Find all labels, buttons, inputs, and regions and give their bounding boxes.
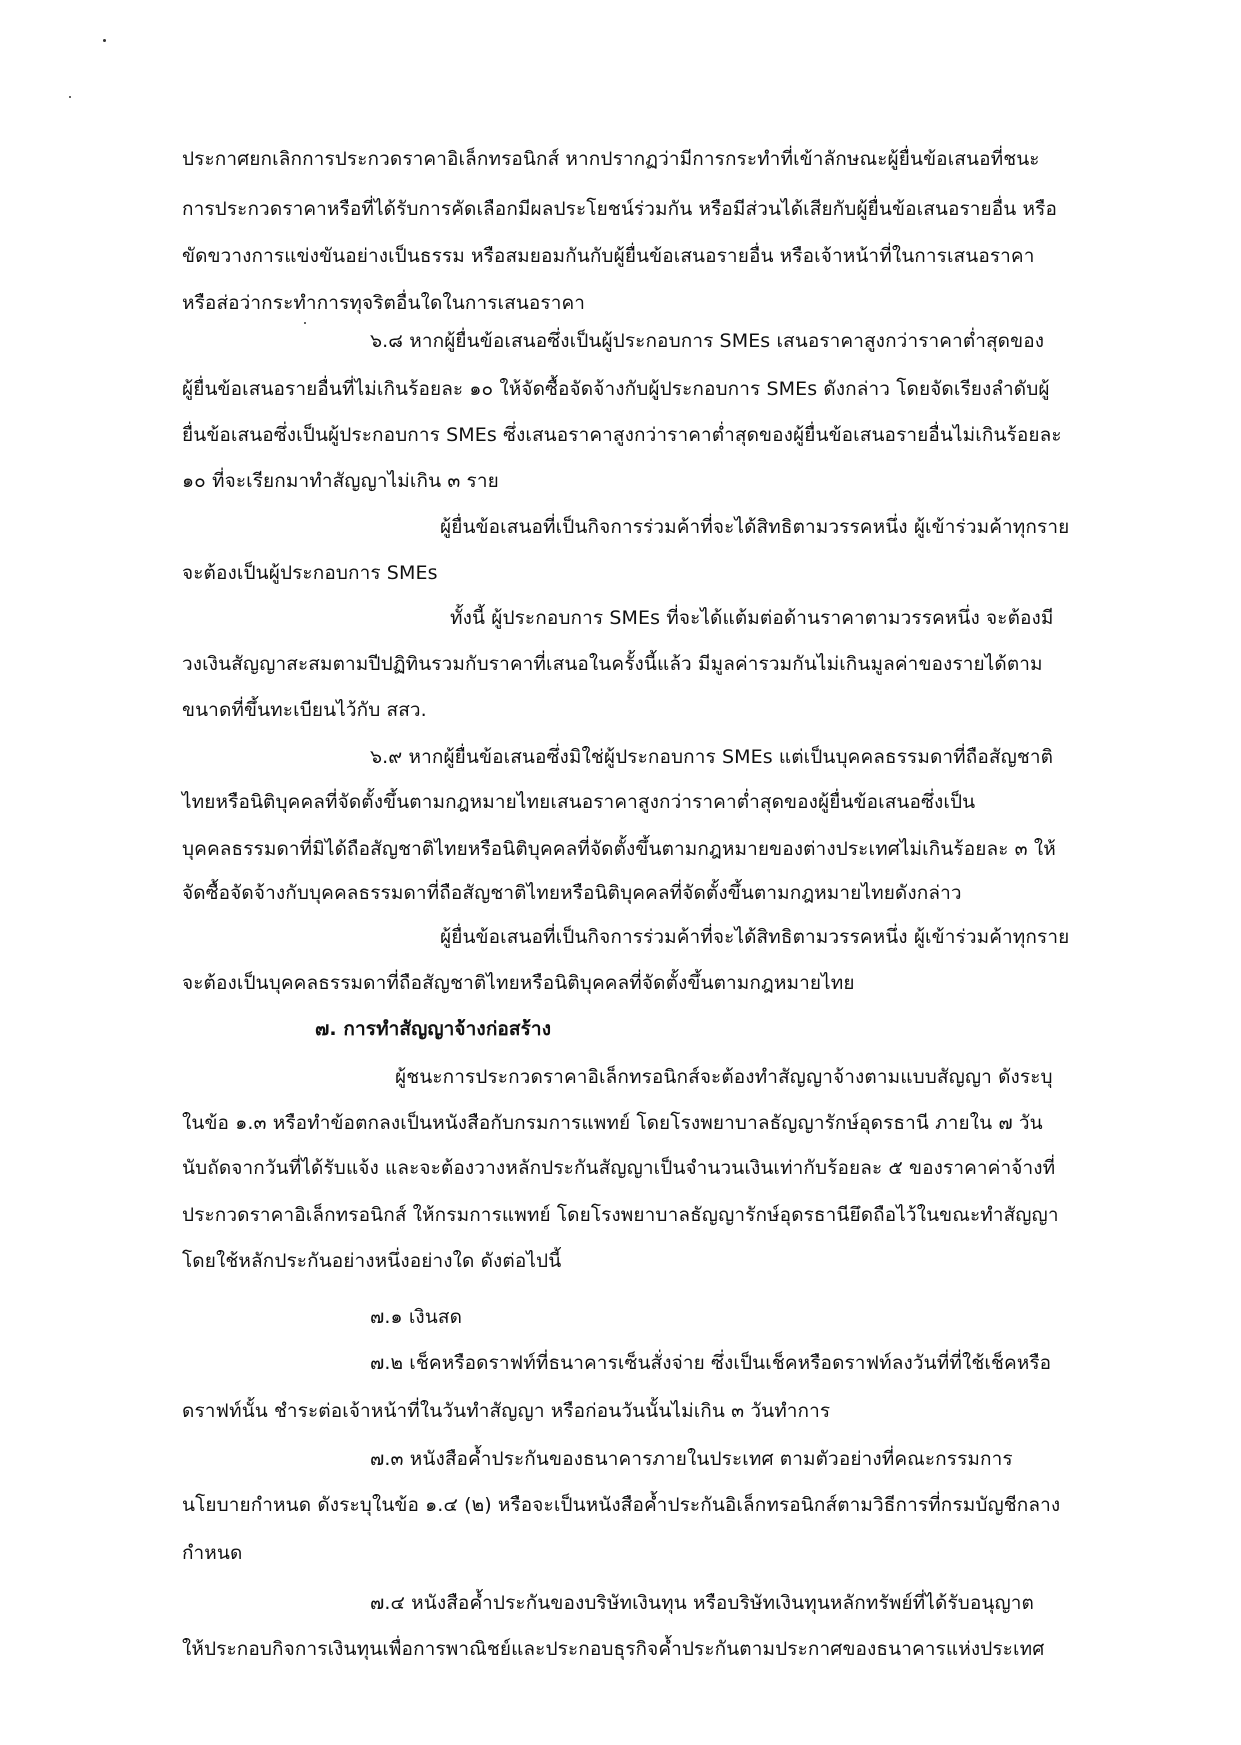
paragraph-line: วงเงินสัญญาสะสมตามปีปฏิทินรวมกับราคาที่เสนอในครั้งนี้แล้ว มีมูลค่ารวมกันไม่เกินมูลค่าของรายได้ตาม	[182, 653, 1043, 675]
paragraph-line: ยื่นข้อเสนอซึ่งเป็นผู้ประกอบการ SMEs ซึ่งเสนอราคาสูงกว่าราคาต่ำสุดของผู้ยื่นข้อเสนอรายอื่นไม่เกินร้อยละ	[182, 424, 1062, 446]
clause-heading: ๗.๑ เงินสด	[370, 1306, 463, 1328]
scan-speck	[69, 96, 71, 98]
clause-heading: ๗.๓ หนังสือค้ำประกันของธนาคารภายในประเทศ ตามตัวอย่างที่คณะกรรมการ	[370, 1448, 1013, 1470]
paragraph-line: ดราฟท์นั้น ชำระต่อเจ้าหน้าที่ในวันทำสัญญา หรือก่อนวันนั้นไม่เกิน ๓ วันทำการ	[182, 1400, 831, 1422]
paragraph-line: ในข้อ ๑.๓ หรือทำข้อตกลงเป็นหนังสือกับกรมการแพทย์ โดยโรงพยาบาลธัญญารักษ์อุดรธานี ภายใน ๗ วัน	[182, 1112, 1043, 1134]
paragraph-line: ขัดขวางการแข่งขันอย่างเป็นธรรม หรือสมยอมกันกับผู้ยื่นข้อเสนอรายอื่น หรือเจ้าหน้าที่ในการเสนอราคา	[182, 245, 1035, 267]
paragraph-line: บุคคลธรรมดาที่มิได้ถือสัญชาติไทยหรือนิติบุคคลที่จัดตั้งขึ้นตามกฎหมายของต่างประเทศไม่เกินร้อยละ ๓ ให้	[182, 838, 1056, 860]
paragraph-line: ผู้ชนะการประกวดราคาอิเล็กทรอนิกส์จะต้องทำสัญญาจ้างตามแบบสัญญา ดังระบุ	[395, 1066, 1053, 1088]
paragraph-line: จัดซื้อจัดจ้างกับบุคคลธรรมดาที่ถือสัญชาติไทยหรือนิติบุคคลที่จัดตั้งขึ้นตามกฎหมายไทยดังกล่าว	[182, 882, 962, 904]
paragraph-line: ให้ประกอบกิจการเงินทุนเพื่อการพาณิชย์และประกอบธุรกิจค้ำประกันตามประกาศของธนาคารแห่งประเทศ	[182, 1638, 1045, 1660]
paragraph-line: หรือส่อว่ากระทำการทุจริตอื่นใดในการเสนอราคา	[182, 292, 586, 314]
paragraph-line: ๑๐ ที่จะเรียกมาทำสัญญาไม่เกิน ๓ ราย	[182, 470, 499, 492]
paragraph-line: โดยใช้หลักประกันอย่างหนึ่งอย่างใด ดังต่อไปนี้	[182, 1250, 562, 1272]
clause-heading: ๖.๘ หากผู้ยื่นข้อเสนอซึ่งเป็นผู้ประกอบการ SMEs เสนอราคาสูงกว่าราคาต่ำสุดของ	[370, 330, 1045, 352]
section-heading: ๗. การทำสัญญาจ้างก่อสร้าง	[315, 1018, 552, 1040]
paragraph-line: ประกวดราคาอิเล็กทรอนิกส์ ให้กรมการแพทย์ โดยโรงพยาบาลธัญญารักษ์อุดรธานียึดถือไว้ในขณะทำสัญญา	[182, 1204, 1059, 1226]
paragraph-line: จะต้องเป็นบุคคลธรรมดาที่ถือสัญชาติไทยหรือนิติบุคคลที่จัดตั้งขึ้นตามกฎหมายไทย	[182, 972, 855, 994]
clause-heading: ๖.๙ หากผู้ยื่นข้อเสนอซึ่งมิใช่ผู้ประกอบการ SMEs แต่เป็นบุคคลธรรมดาที่ถือสัญชาติ	[370, 746, 1054, 768]
paragraph-line: ไทยหรือนิติบุคคลที่จัดตั้งขึ้นตามกฎหมายไทยเสนอราคาสูงกว่าราคาต่ำสุดของผู้ยื่นข้อเสนอซึ่งเป็น	[182, 791, 976, 813]
paragraph-line: นโยบายกำหนด ดังระบุในข้อ ๑.๔ (๒) หรือจะเป็นหนังสือค้ำประกันอิเล็กทรอนิกส์ตามวิธีการที่กรมบัญชีกลาง	[182, 1494, 1061, 1516]
clause-heading: ๗.๒ เช็คหรือดราฟท์ที่ธนาคารเซ็นสั่งจ่าย ซึ่งเป็นเช็คหรือดราฟท์ลงวันที่ที่ใช้เช็คหรือ	[370, 1352, 1052, 1374]
paragraph-line: ผู้ยื่นข้อเสนอรายอื่นที่ไม่เกินร้อยละ ๑๐ ให้จัดซื้อจัดจ้างกับผู้ประกอบการ SMEs ดังกล่าว โดยจัดเรียงลำดับผู้	[182, 378, 1050, 400]
paragraph-line: ผู้ยื่นข้อเสนอที่เป็นกิจการร่วมค้าที่จะได้สิทธิตามวรรคหนึ่ง ผู้เข้าร่วมค้าทุกราย	[440, 516, 1070, 538]
paragraph-line: จะต้องเป็นผู้ประกอบการ SMEs	[182, 562, 438, 584]
paragraph-line: กำหนด	[182, 1542, 243, 1564]
scan-speck	[103, 39, 106, 42]
clause-heading: ๗.๔ หนังสือค้ำประกันของบริษัทเงินทุน หรือบริษัทเงินทุนหลักทรัพย์ที่ได้รับอนุญาต	[370, 1592, 1034, 1614]
scan-speck	[304, 322, 306, 324]
paragraph-line: ประกาศยกเลิกการประกวดราคาอิเล็กทรอนิกส์ หากปรากฏว่ามีการกระทำที่เข้าลักษณะผู้ยื่นข้อเสนอที่ชนะ	[182, 148, 1040, 170]
paragraph-line: ผู้ยื่นข้อเสนอที่เป็นกิจการร่วมค้าที่จะได้สิทธิตามวรรคหนึ่ง ผู้เข้าร่วมค้าทุกราย	[440, 926, 1070, 948]
paragraph-line: การประกวดราคาหรือที่ได้รับการคัดเลือกมีผลประโยชน์ร่วมกัน หรือมีส่วนได้เสียกับผู้ยื่นข้อเสนอรายอื่น หรือ	[182, 198, 1057, 220]
paragraph-line: ทั้งนี้ ผู้ประกอบการ SMEs ที่จะได้แต้มต่อด้านราคาตามวรรคหนึ่ง จะต้องมี	[450, 607, 1054, 629]
paragraph-line: นับถัดจากวันที่ได้รับแจ้ง และจะต้องวางหลักประกันสัญญาเป็นจำนวนเงินเท่ากับร้อยละ ๕ ของราคาค่าจ้างที่	[182, 1157, 1056, 1179]
paragraph-line: ขนาดที่ขึ้นทะเบียนไว้กับ สสว.	[182, 699, 427, 721]
